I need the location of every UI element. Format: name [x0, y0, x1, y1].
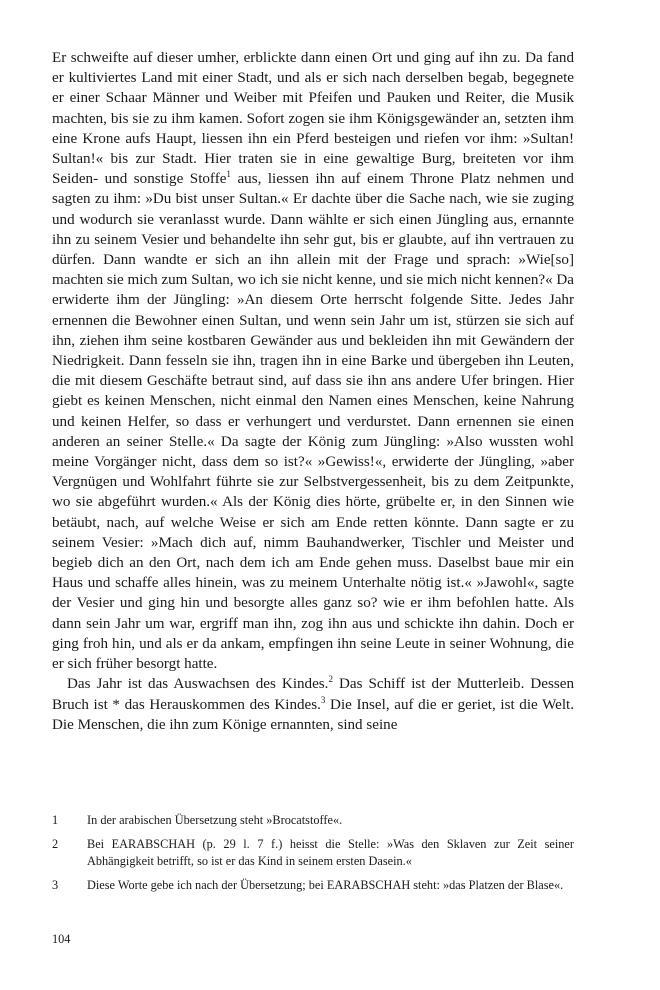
footnote — [52, 877, 574, 894]
footnote-number: 1 — [52, 813, 59, 827]
footnote-ref-3: 3 — [320, 694, 326, 705]
page-number: 104 — [52, 932, 71, 946]
footnote-text: Diese Worte gebe ich nach der Übersetzung; bei EARABSCHAH steht: »das Platzen der Blase«. — [87, 878, 564, 892]
main-text — [52, 48, 574, 735]
paragraph-1 — [52, 48, 574, 674]
footnote-ref-1: 1 — [226, 169, 231, 180]
paragraph-2-text-b: Das Schiff ist der Mutterleib. Dessen Bruch ist * das Herauskommen des Kindes. — [52, 676, 574, 713]
footnote — [52, 836, 574, 870]
paragraph-2-text-a: Das Jahr ist das Auswachsen des Kindes. — [67, 676, 329, 693]
paragraph-1-text: Er schweifte auf dieser umher, erblickte dann einen Ort und ging auf ihn zu. Da fand er kultiviertes Land mit einer Stadt, und als er sich nach derselben begab, begegnete er einer Schaar Männer und Weiber mit Pfeifen und Pauken und Reiter, die Musik machten, bis sie zu ihm kamen. Sofort zogen sie ihm Königsgewänder an, setzten ihm eine Krone aufs Haupt, liessen ihn ein Pferd besteigen und riefen vor ihm: »Sultan! Sultan!« bis zur Stadt. Hier traten sie in eine gewaltige Burg, breiteten vor ihm Seiden- und sonstige Stoffe — [52, 50, 574, 188]
footnote-number: 2 — [52, 837, 59, 851]
footnotes — [52, 812, 574, 901]
paragraph-2-text-c: Die Insel, auf die er geriet, ist die Welt. Die Menschen, die ihn zum Könige ernannten, sind seine — [52, 696, 574, 733]
footnote-text: Bei EARABSCHAH (p. 29 l. 7 f.) heisst die Stelle: »Was den Sklaven zur Zeit seiner Abhängigkeit betrifft, so ist er das Kind in seinem ersten Dasein.« — [87, 837, 574, 868]
footnote-ref-2: 2 — [328, 674, 333, 685]
paragraph-2 — [52, 674, 574, 735]
footnote — [52, 812, 574, 829]
paragraph-1-continued: aus, liessen ihn auf einem Throne Platz nehmen und sagten zu ihm: »Du bist unser Sultan.« Er dachte über die Sache nach, wie sie zuging und wodurch sie veranlasst wurde. Dann wählte er sich einen Jüngling aus, ernannte ihn zu seinem Vesier und behandelte ihn sehr gut, bis er glaubte, auf ihn vertrauen zu dürfen. Dann wandte er sich an ihn allein mit der Frage und sprach: »Wie[so] machten sie mich zum Sultan, wo ich sie nicht kenne, und sie mich nicht kennen?« Da erwiderte ihm der Jüngling: »An diesem Orte herrscht folgende Sitte. Jedes Jahr ernennen die Bewohner einen Sultan, und wenn sein Jahr um ist, stürzen sie sich auf ihn, ziehen ihm seine kostbaren Gewänder aus und bekleiden ihn mit Gewändern der Niedrigkeit. Dann fesseln sie ihn, tragen ihn in eine Barke und übergeben ihn Leuten, die mit diesem Geschäfte betraut sind, auf dass sie ihn ans andere Ufer bringen. Hier giebt es keinen Menschen, nicht einmal den Namen eines Menschen, keine Nahrung und keinen Helfer, so dass er verhungert und verdurstet. Dann ernennen sie einen anderen an seiner Stelle.« Da sagte der König zum Jüngling: »Also wussten wohl meine Vorgänger nicht, dass dem so ist?« »Gewiss!«, erwiderte der Jüngling, »aber Vergnügen und Wohlfahrt führte sie zur Selbstvergessenheit, bis zu dem Zeitpunkte, wo sie abgeführt wurden.« Als der König dies hörte, grübelte er, in den Sinnen wie betäubt, nach, auf welche Weise er sich am Ende retten könnte. Dann sagte er zu seinem Vesier: »Mach dich auf, nimm Bauhandwerker, Tischler und Meister und begieb dich an den Ort, nach dem ich am Ende gehen muss. Daselbst baue mir ein Haus und schaffe alles hinein, was zu meinem Unterhalte nötig ist.« »Jawohl«, sagte der Vesier und ging hin und besorgte alles ganz so? wie er ihm befohlen hatte. Als dann sein Jahr um war, ergriff man ihn, zog ihn aus und schickte ihn dahin. Doch er ging froh hin, und als er da ankam, empfingen ihn seine Leute in seiner Wohnung, die er sich früher besorgt hatte. — [52, 171, 574, 673]
footnote-number: 3 — [52, 878, 59, 892]
footnote-text: In der arabischen Übersetzung steht »Brocatstoffe«. — [87, 813, 343, 827]
